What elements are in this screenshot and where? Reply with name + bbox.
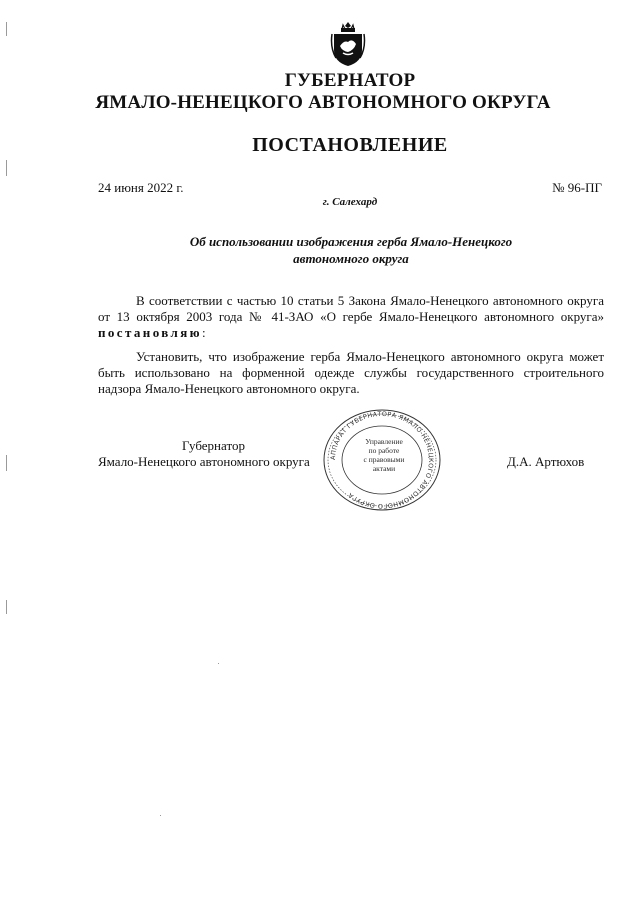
scan-speck xyxy=(218,663,219,664)
issuer-title xyxy=(0,70,640,114)
heading-line2: автономного округа xyxy=(293,251,409,266)
paragraph-1 xyxy=(98,293,604,341)
scan-mark xyxy=(6,600,7,614)
paragraph-1-text: В соответствии с частью 10 статьи 5 Закона Ямало-Ненецкого автономного округа от 13 октября 2003 года № 41-ЗАО «О гербе Ямало-Ненецкого автономного округа» xyxy=(98,293,604,324)
issuer-title-line1: ГУБЕРНАТОР xyxy=(284,70,416,91)
heading-line1: Об использовании изображения герба Ямало-Ненецкого xyxy=(189,234,513,249)
issuer-title-line2: ЯМАЛО-НЕНЕЦКОГО АВТОНОМНОГО ОКРУГА xyxy=(95,92,551,113)
signatory-position-line1: Губернатор xyxy=(182,438,245,453)
paragraph-1-end: : xyxy=(201,325,206,340)
document-date: 24 июня 2022 г. xyxy=(98,180,184,195)
stamp-inner-text xyxy=(356,437,412,473)
document-heading xyxy=(98,233,604,267)
stamp-inner-line2: по работе xyxy=(368,446,400,455)
signatory-position-line2: Ямало-Ненецкого автономного округа xyxy=(98,454,310,469)
stamp-inner-line3: с правовыми xyxy=(363,455,405,464)
scan-mark xyxy=(6,160,7,176)
signatory-name: Д.А. Артюхов xyxy=(507,454,585,469)
decree-keyword: постановляю xyxy=(98,325,202,340)
stamp-inner-line1: Управление xyxy=(365,437,403,446)
document-number: № 96-ПГ xyxy=(552,180,602,195)
coat-of-arms-icon xyxy=(330,20,366,68)
document-type: ПОСТАНОВЛЕНИЕ xyxy=(252,134,448,156)
scan-speck xyxy=(160,815,161,816)
stamp-inner-line4: актами xyxy=(372,464,396,473)
scan-mark xyxy=(6,22,7,36)
document-city: г. Салехард xyxy=(322,196,378,208)
paragraph-2: Установить, что изображение герба Ямало-Ненецкого автономного округа может быть использовано на форменной одежде службы государственного строительного надзора Ямало-Ненецкого автономного округа. xyxy=(98,349,604,396)
scan-mark xyxy=(6,455,7,471)
stamp-ring-text: АППАРАТ ГУБЕРНАТОРА ЯМАЛО-НЕНЕЦКОГО АВТОНОМНОГО ОКРУГА xyxy=(329,410,435,510)
signatory-position xyxy=(98,438,338,470)
